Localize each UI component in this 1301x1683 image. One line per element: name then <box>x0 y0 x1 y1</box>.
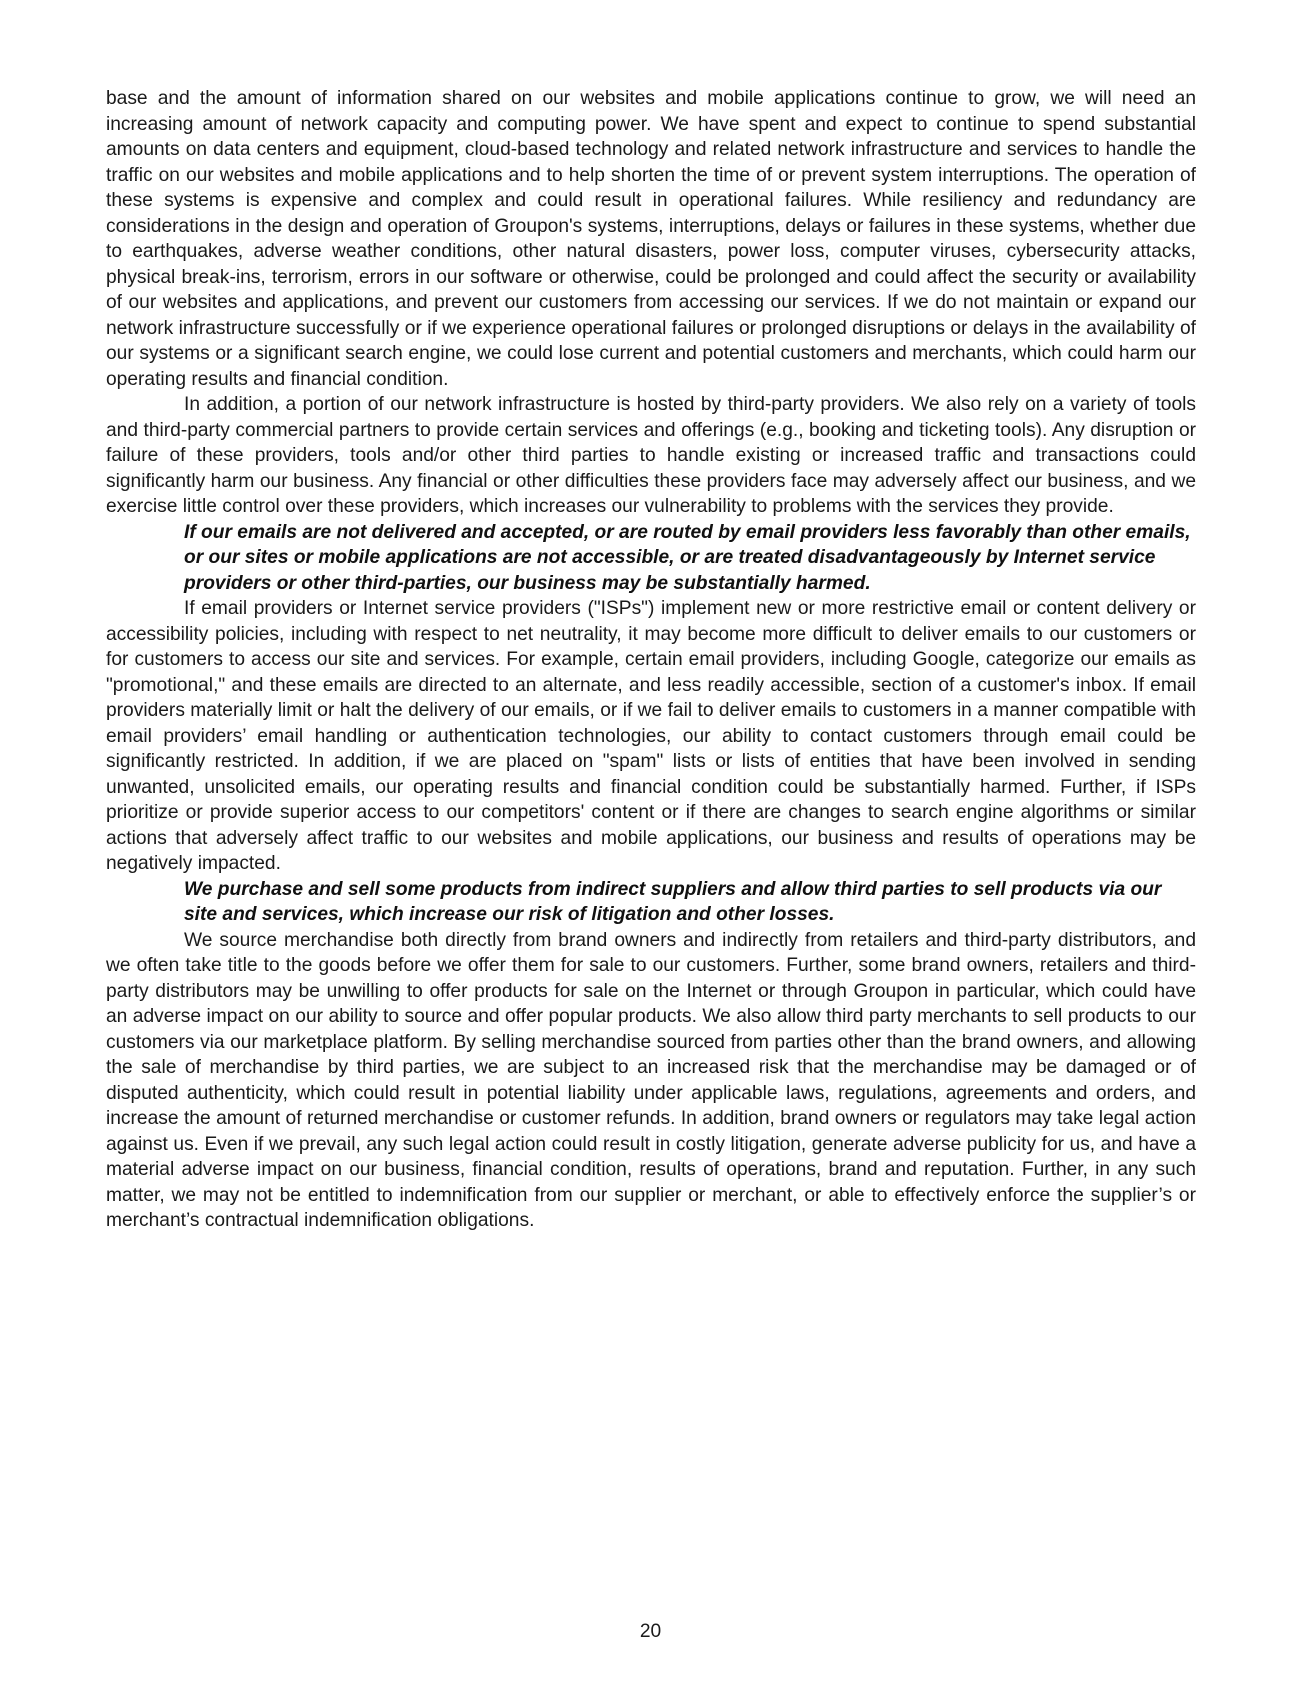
paragraph-network-capacity: base and the amount of information shared on our websites and mobile applications continue to grow, we will need an increasing amount of network capacity and computing power. We have spent and expect to continue to spend substantial amounts on data centers and equipment, cloud-based technology and related network infrastructure and services to handle the traffic on our websites and mobile applications and to help shorten the time of or prevent system interruptions. The operation of these systems is expensive and complex and could result in operational failures. While resiliency and redundancy are considerations in the design and operation of Groupon's systems, interruptions, delays or failures in these systems, whether due to earthquakes, adverse weather conditions, other natural disasters, power loss, computer viruses, cybersecurity attacks, physical break-ins, terrorism, errors in our software or otherwise, could be prolonged and could affect the security or availability of our websites and applications, and prevent our customers from accessing our services. If we do not maintain or expand our network infrastructure successfully or if we experience operational failures or prolonged disruptions or delays in the availability of our systems or a significant search engine, we could lose current and potential customers and merchants, which could harm our operating results and financial condition. <box>106 88 1196 390</box>
paragraph-email-isp-policies: If email providers or Internet service providers ("ISPs") implement new or more restrictive email or content delivery or accessibility policies, including with respect to net neutrality, it may become more difficult to deliver emails to our customers or for customers to access our site and services. For example, certain email providers, including Google, categorize our emails as "promotional," and these emails are directed to an alternate, and less readily accessible, section of a customer's inbox. If email providers materially limit or halt the delivery of our emails, or if we fail to deliver emails to customers in a manner compatible with email providers’ email handling or authentication technologies, our ability to contact customers through email could be significantly restricted. In addition, if we are placed on "spam" lists or lists of entities that have been involved in sending unwanted, unsolicited emails, our operating results and financial condition could be substantially harmed. Further, if ISPs prioritize or provide superior access to our competitors' content or if there are changes to search engine algorithms or similar actions that adversely affect traffic to our websites and mobile applications, our business and results of operations may be negatively impacted. <box>106 598 1196 874</box>
page-number: 20 <box>639 1621 662 1642</box>
document-page <box>106 86 1196 1234</box>
paragraph-third-party-providers: In addition, a portion of our network infrastructure is hosted by third-party providers. We also rely on a variety of tools and third-party commercial partners to provide certain services and offerings (e.g., booking and ticketing tools). Any disruption or failure of these providers, tools and/or other third parties to handle existing or increased traffic and transactions could significantly harm our business. Any financial or other difficulties these providers face may adversely affect our business, and we exercise little control over these providers, which increases our vulnerability to problems with the services they provide. <box>106 394 1196 517</box>
risk-heading-email-delivery: If our emails are not delivered and accepted, or are routed by email providers less favorably than other emails, or our sites or mobile applications are not accessible, or are treated disadvantageously by Internet service providers or other third-parties, our business may be substantially harmed. <box>184 521 1191 594</box>
risk-heading-indirect-suppliers: We purchase and sell some products from indirect suppliers and allow third parties to sell products via our site and services, which increase our risk of litigation and other losses. <box>184 878 1162 925</box>
paragraph-merchandise-sourcing: We source merchandise both directly from brand owners and indirectly from retailers and third-party distributors, and we often take title to the goods before we offer them for sale to our customers. Further, some brand owners, retailers and third- party distributors may be unwilling to offer products for sale on the Internet or through Groupon in particular, which could have an adverse impact on our ability to source and offer popular products. We also allow third party merchants to sell products to our customers via our marketplace platform. By selling merchandise sourced from parties other than the brand owners, and allowing the sale of merchandise by third parties, we are subject to an increased risk that the merchandise may be damaged or of disputed authenticity, which could result in potential liability under applicable laws, regulations, agreements and orders, and increase the amount of returned merchandise or customer refunds. In addition, brand owners or regulators may take legal action against us. Even if we prevail, any such legal action could result in costly litigation, generate adverse publicity for us, and have a material adverse impact on our business, financial condition, results of operations, brand and reputation. Further, in any such matter, we may not be entitled to indemnification from our supplier or merchant, or able to effectively enforce the supplier’s or merchant’s contractual indemnification obligations. <box>106 929 1196 1231</box>
